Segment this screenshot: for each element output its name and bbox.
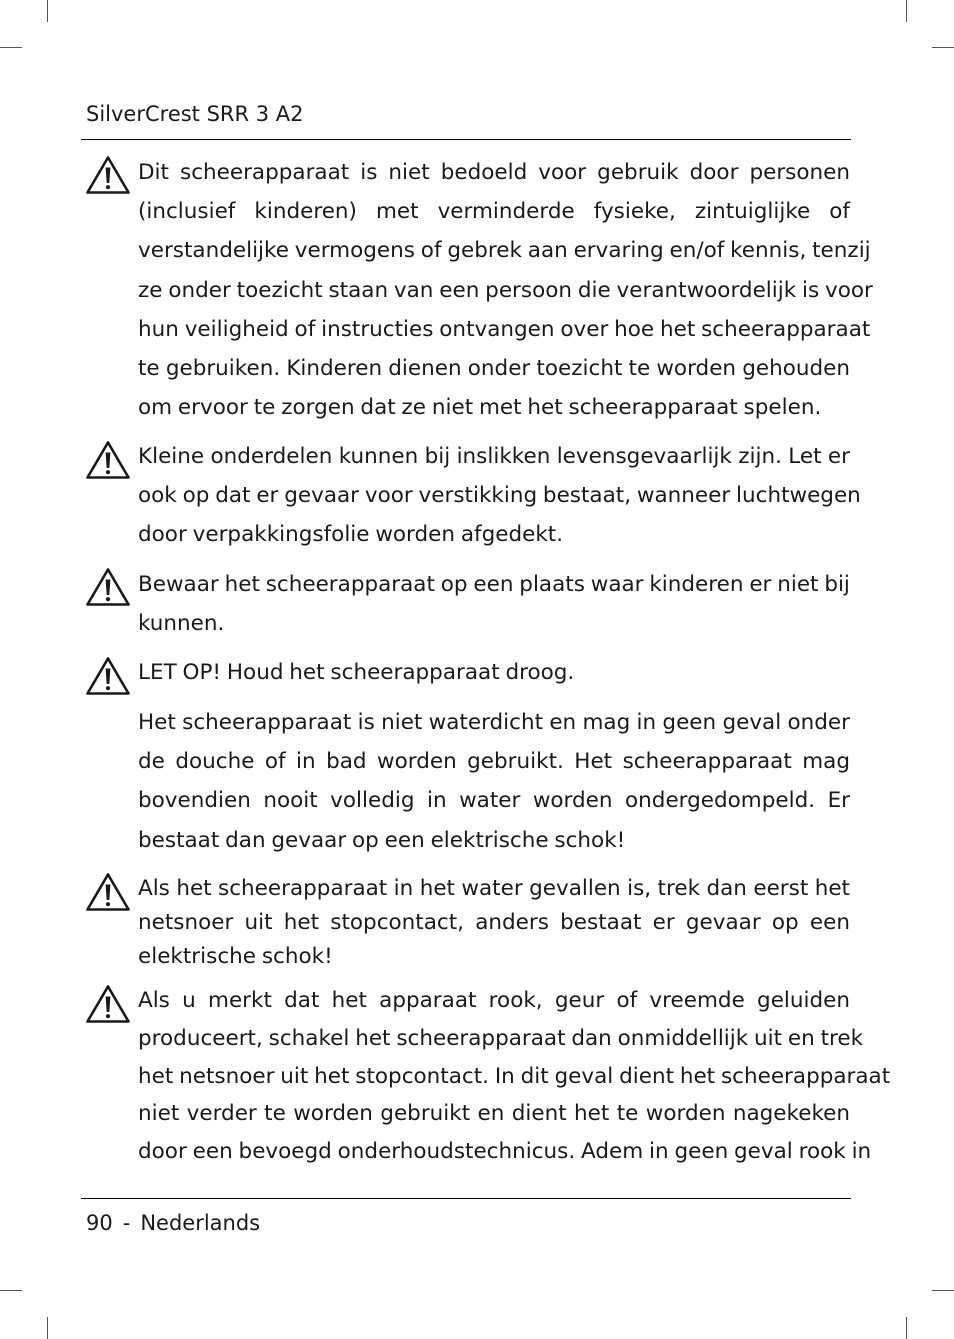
warning-triangle-icon bbox=[85, 155, 131, 195]
text-line: verstandelijke vermogens of gebrek aan ervaring en/of kennis, tenzij bbox=[138, 238, 871, 264]
text-line: Het scheerapparaat is niet waterdicht en mag in geen geval onder bbox=[138, 710, 850, 735]
crop-mark bbox=[47, 0, 48, 22]
text-line: kunnen. bbox=[138, 611, 225, 637]
header-title: SilverCrest SRR 3 A2 bbox=[86, 102, 304, 126]
text-line: (inclusief kinderen) met verminderde fysieke, zintuiglijke of bbox=[138, 199, 850, 225]
text-line: Kleine onderdelen kunnen bij inslikken levensgevaarlijk zijn. Let er bbox=[138, 444, 850, 469]
text-line: bovendien nooit volledig in water worden ondergedompeld. Er bbox=[138, 788, 850, 814]
text-line: door verpakkingsfolie worden afgedekt. bbox=[138, 522, 564, 548]
text-line: de douche of in bad worden gebruikt. Het scheerapparaat mag bbox=[138, 749, 850, 775]
crop-mark bbox=[0, 47, 22, 48]
warning-paragraph bbox=[138, 565, 850, 643]
text-line: te gebruiken. Kinderen dienen onder toezicht te worden gehouden bbox=[138, 356, 850, 382]
footer-rule bbox=[81, 1198, 851, 1199]
crop-mark bbox=[932, 47, 954, 48]
warning-paragraph bbox=[138, 437, 861, 555]
text-line: Als u merkt dat het apparaat rook, geur of vreemde geluiden bbox=[138, 988, 850, 1013]
warning-paragraph bbox=[138, 653, 850, 692]
text-line: elektrische schok! bbox=[138, 944, 333, 969]
warning-triangle-icon bbox=[85, 656, 131, 696]
crop-mark bbox=[906, 1317, 907, 1339]
text-line: Dit scheerapparaat is niet bedoeld voor gebruik door personen bbox=[138, 160, 850, 185]
text-line: ook op dat er gevaar voor verstikking bestaat, wanneer luchtwegen bbox=[138, 483, 861, 509]
text-line: Bewaar het scheerapparaat op een plaats waar kinderen er niet bij bbox=[138, 572, 850, 597]
warning-paragraph bbox=[138, 982, 891, 1171]
crop-mark bbox=[932, 1290, 954, 1291]
footer-separator: - bbox=[122, 1211, 131, 1235]
text-line: Als het scheerapparaat in het water gevallen is, trek dan eerst het bbox=[138, 876, 850, 901]
crop-mark bbox=[0, 1290, 22, 1291]
warning-paragraph bbox=[138, 872, 850, 974]
text-line: het netsnoer uit het stopcontact. In dit geval dient het scheerapparaat bbox=[138, 1063, 891, 1089]
warning-triangle-icon bbox=[85, 567, 131, 607]
text-line: bestaat dan gevaar op een elektrische schok! bbox=[138, 827, 626, 853]
warning-triangle-icon bbox=[85, 872, 131, 912]
warning-paragraph bbox=[138, 153, 873, 427]
warning-triangle-icon bbox=[85, 984, 131, 1024]
body-paragraph bbox=[138, 703, 850, 860]
header-rule bbox=[81, 139, 851, 140]
crop-mark bbox=[906, 0, 907, 22]
page-footer bbox=[86, 1208, 260, 1238]
crop-mark bbox=[47, 1317, 48, 1339]
text-line: produceert, schakel het scheerapparaat dan onmiddellijk uit en trek bbox=[138, 1025, 864, 1051]
text-line: hun veiligheid of instructies ontvangen over hoe het scheerapparaat bbox=[138, 316, 871, 342]
text-line: netsnoer uit het stopcontact, anders bestaat er gevaar op een bbox=[138, 910, 850, 935]
footer-language: Nederlands bbox=[140, 1211, 261, 1235]
text-line: LET OP! Houd het scheerapparaat droog. bbox=[138, 660, 575, 685]
warning-triangle-icon bbox=[85, 440, 131, 480]
text-line: ze onder toezicht staan van een persoon die verantwoordelijk is voor bbox=[138, 277, 873, 303]
text-line: om ervoor te zorgen dat ze niet met het scheerapparaat spelen. bbox=[138, 395, 822, 421]
text-line: door een bevoegd onderhoudstechnicus. Adem in geen geval rook in bbox=[138, 1139, 872, 1165]
text-line: niet verder te worden gebruikt en dient het te worden nagekeken bbox=[138, 1101, 850, 1127]
page-number: 90 bbox=[86, 1211, 113, 1235]
